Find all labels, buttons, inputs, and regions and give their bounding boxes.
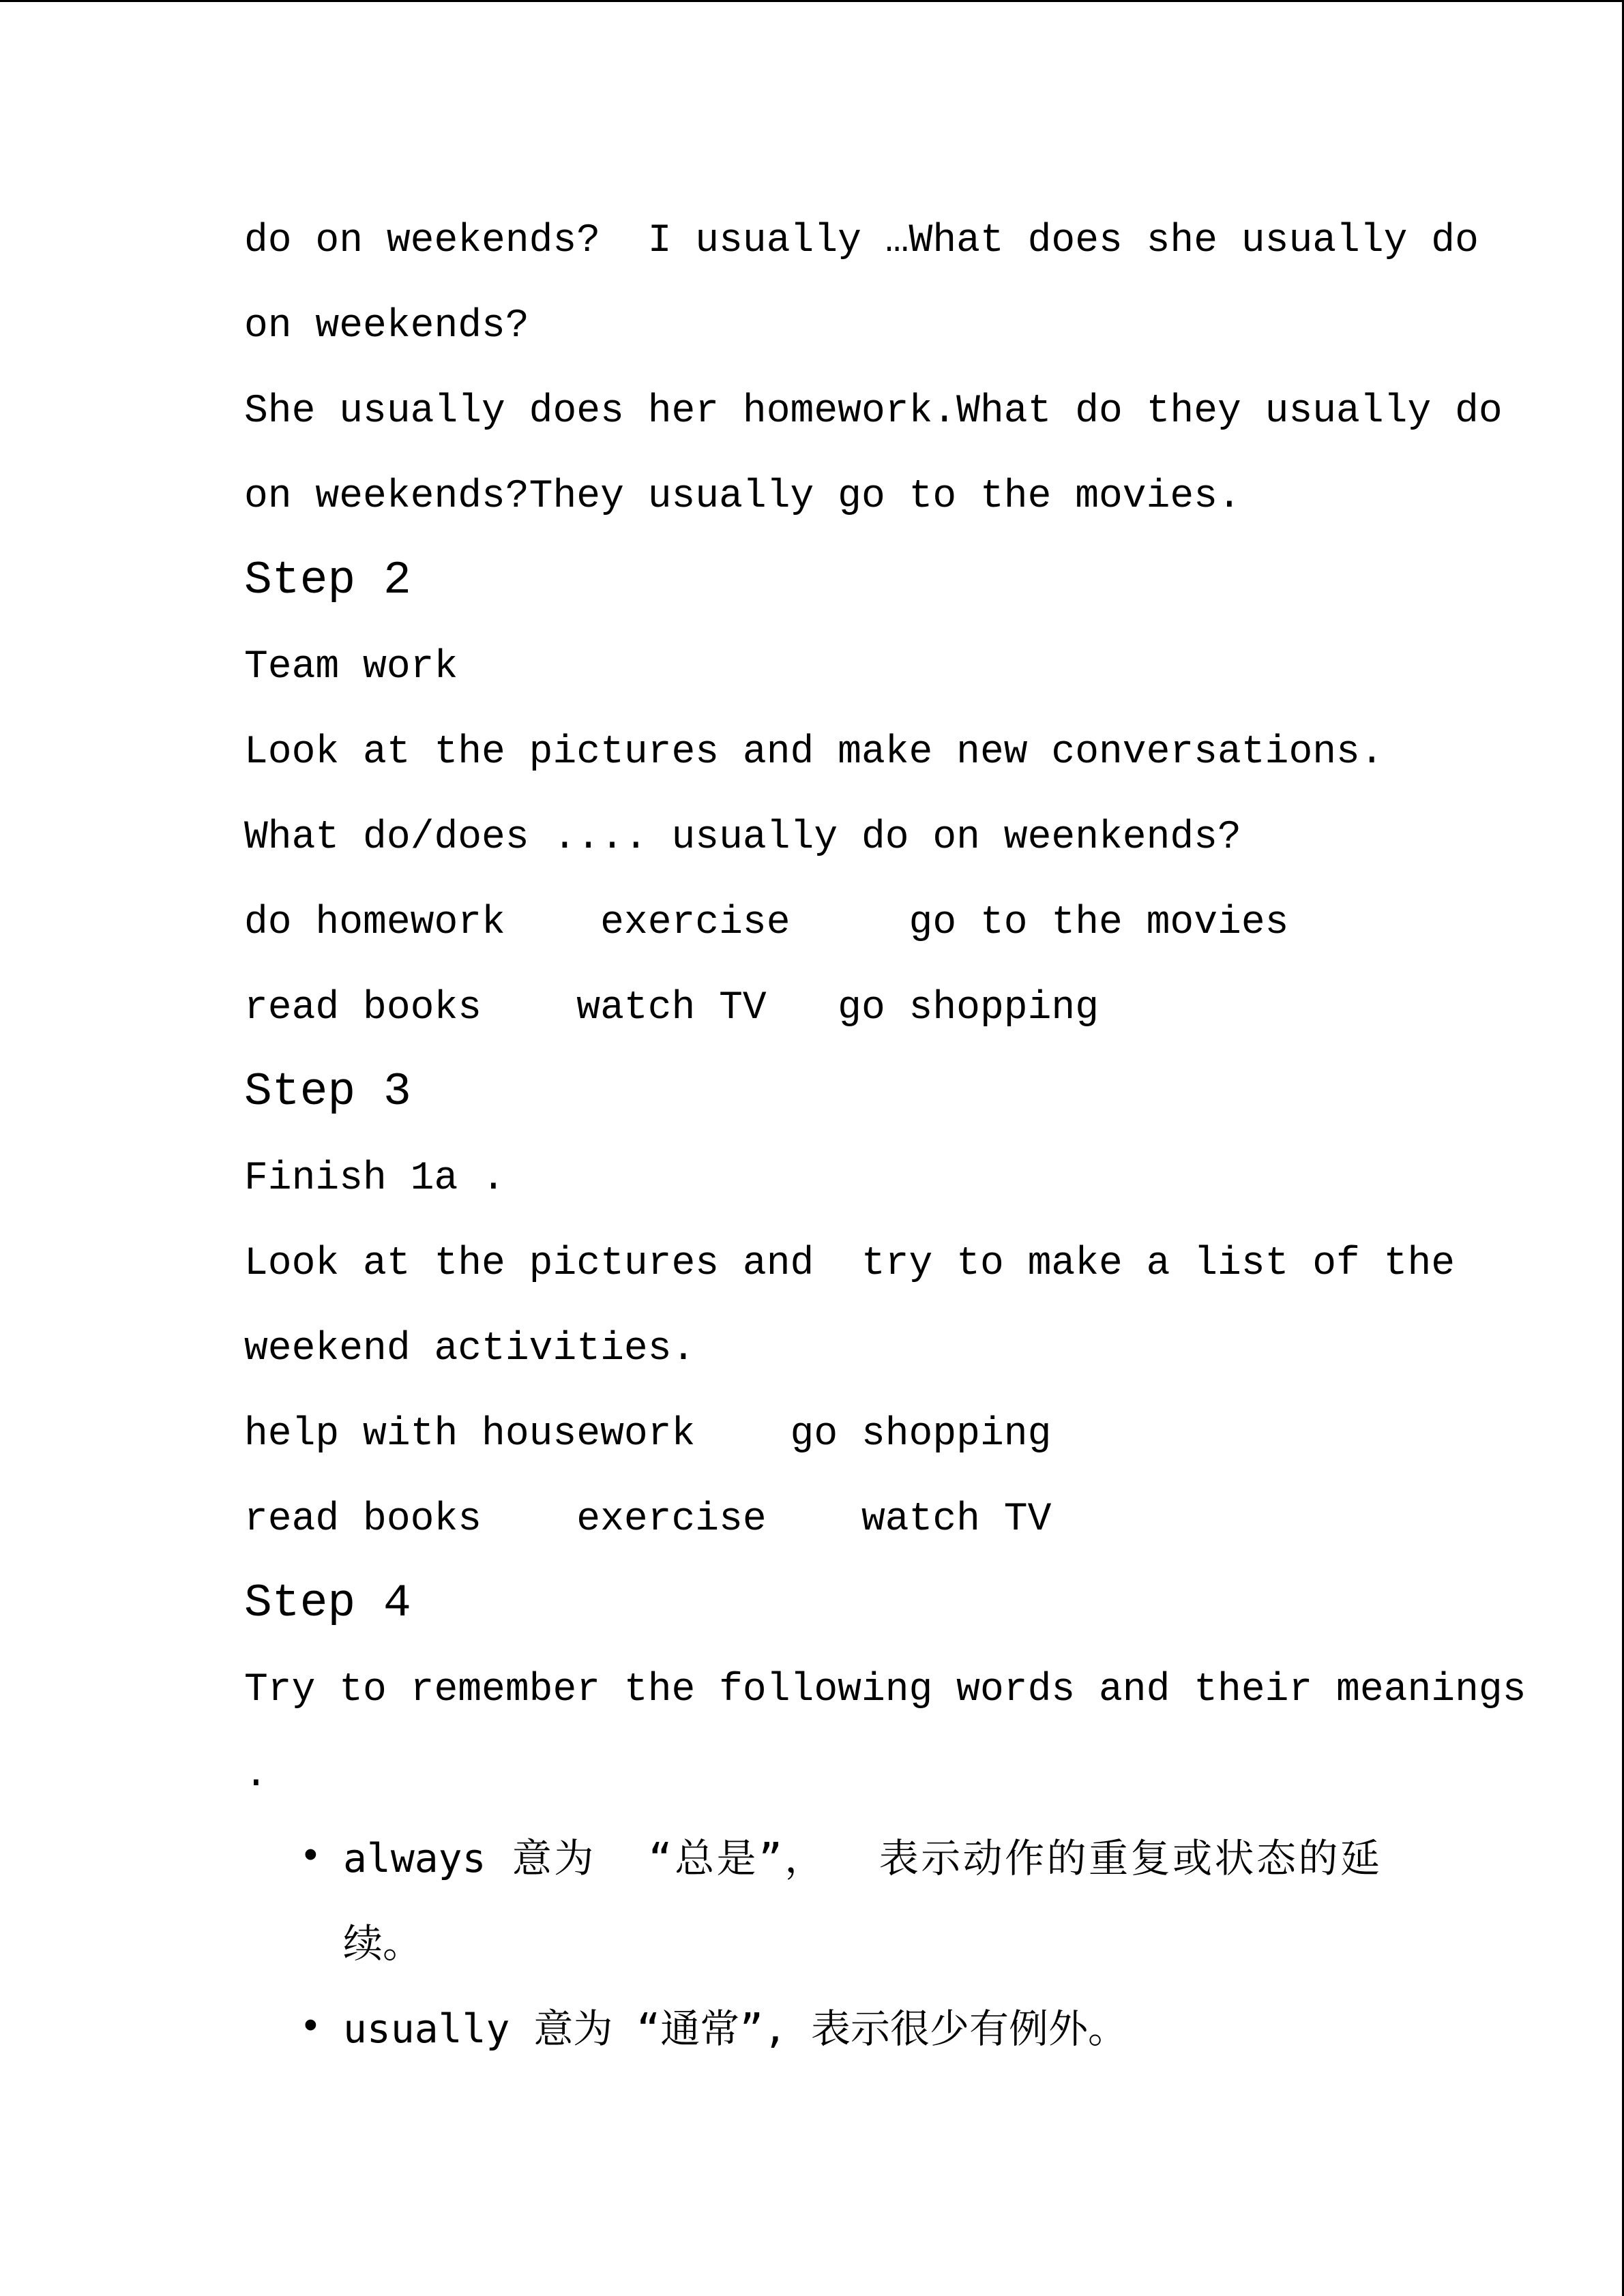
bullet-text: usually 意为 “通常”, 表示很少有例外。 [343, 2006, 1127, 2052]
step-2-line: What do/does .... usually do on weenkends? [244, 816, 1241, 860]
step-2-line: read books watch TV go shopping [244, 986, 1099, 1030]
step-2-line: do homework exercise go to the movies [244, 901, 1289, 945]
step-4-heading: Step 4 [244, 1577, 411, 1630]
step-3-line: Finish 1a . [244, 1157, 505, 1201]
paragraph-line: on weekends?They usually go to the movies. [244, 475, 1241, 519]
bullet-icon: • [299, 2006, 323, 2051]
step-4-line: Try to remember the following words and their meanings [244, 1668, 1526, 1712]
bullet-text: 续。 [343, 1920, 423, 1967]
step-3-line: weekend activities. [244, 1327, 696, 1371]
step-3-line: help with housework go shopping [244, 1412, 1052, 1457]
bullet-icon: • [299, 1836, 323, 1880]
step-4-line: . [244, 1753, 268, 1798]
step-2-heading: Step 2 [244, 554, 411, 607]
page-border-top [0, 0, 1624, 2]
step-3-line: read books exercise watch TV [244, 1497, 1052, 1542]
step-2-line: Team work [244, 645, 458, 689]
paragraph-line: do on weekends? I usually …What does she usually do [244, 219, 1479, 263]
paragraph-line: She usually does her homework.What do they usually do [244, 389, 1503, 434]
step-3-heading: Step 3 [244, 1066, 411, 1118]
step-3-line: Look at the pictures and try to make a list of the [244, 1242, 1456, 1286]
step-2-line: Look at the pictures and make new conversations. [244, 730, 1384, 775]
bullet-text: always 意为 “总是”， 表示动作的重复或状态的延 [343, 1835, 1380, 1881]
paragraph-line: on weekends? [244, 304, 529, 348]
